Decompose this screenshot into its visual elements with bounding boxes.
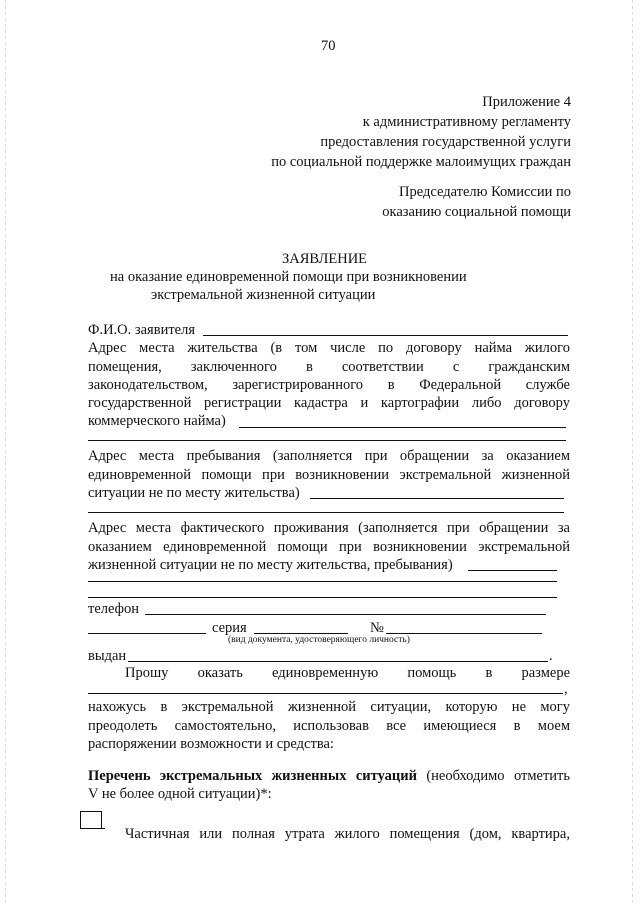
situations-heading xyxy=(88,768,570,785)
series-field[interactable] xyxy=(254,633,348,634)
actual-line-1: Адрес места фактического проживания (заполняется при обращении за xyxy=(88,520,570,536)
doc-type-field[interactable] xyxy=(88,633,206,634)
phone-field[interactable] xyxy=(145,614,546,615)
issued-end-dot: . xyxy=(549,648,553,664)
residence-line-1: Адрес места жительства (в том числе по договору найма жилого xyxy=(88,340,570,356)
issued-field[interactable] xyxy=(128,661,548,662)
addressee-line-2: оказанию социальной помощи xyxy=(382,204,571,220)
request-line-1: Прошу оказать единовременную помощь в размере xyxy=(125,665,570,681)
request-line-2: нахожусь в экстремальной жизненной ситуации, которую не могу xyxy=(88,699,570,715)
fio-field[interactable] xyxy=(203,335,568,336)
residence-field-1[interactable] xyxy=(239,427,566,428)
request-line-3: преодолеть самостоятельно, использовав все имеющиеся в моем xyxy=(88,718,570,734)
residence-field-2[interactable] xyxy=(88,440,566,441)
appendix-line-2: к административному регламенту xyxy=(362,114,571,130)
situations-heading-rest: (необходимо отметить xyxy=(426,768,570,784)
page-number: 70 xyxy=(321,38,336,54)
title-subline-2: экстремальной жизненной ситуации xyxy=(151,287,376,303)
situation-checkbox-1[interactable] xyxy=(80,811,102,829)
issued-label: выдан xyxy=(88,648,127,664)
series-label: серия xyxy=(212,620,247,636)
actual-line-3: жизненной ситуации не по месту жительства, пребывания) xyxy=(88,557,453,573)
title-subline-1: на оказание единовременной помощи при возникновении xyxy=(110,269,467,285)
right-scan-edge xyxy=(632,0,633,905)
phone-label: телефон xyxy=(88,601,140,617)
stay-field-1[interactable] xyxy=(310,498,564,499)
left-scan-edge xyxy=(5,0,6,905)
situations-heading-bold: Перечень экстремальных жизненных ситуаций xyxy=(88,768,417,784)
addressee-line-1: Председателю Комиссии по xyxy=(399,184,571,200)
residence-line-4: государственной регистрации кадастра и картографии либо договору xyxy=(88,395,570,411)
document-title: ЗАЯВЛЕНИЕ xyxy=(282,251,368,267)
stay-field-2[interactable] xyxy=(88,512,564,513)
number-label: № xyxy=(370,620,384,636)
actual-field-3[interactable] xyxy=(88,597,557,598)
stay-line-2: единовременной помощи при возникновении экстремальной жизненной xyxy=(88,467,570,483)
number-field[interactable] xyxy=(386,633,542,634)
stay-line-3: ситуации не по месту жительства) xyxy=(88,485,300,501)
amount-comma: , xyxy=(564,681,568,697)
situation-item-1: Частичная или полная утрата жилого помещения (дом, квартира, xyxy=(125,826,570,842)
stay-line-1: Адрес места пребывания (заполняется при обращении за оказанием xyxy=(88,448,570,464)
actual-field-2[interactable] xyxy=(88,581,557,582)
appendix-line-4: по социальной поддержке малоимущих граждан xyxy=(271,154,571,170)
appendix-line-1: Приложение 4 xyxy=(482,94,571,110)
actual-line-2: оказанием единовременной помощи при возникновении экстремальной xyxy=(88,539,570,555)
doc-caption: (вид документа, удостоверяющего личность) xyxy=(228,635,410,645)
residence-line-3: законодательством, зарегистрированного в Федеральной службе xyxy=(88,377,570,393)
appendix-line-3: предоставления государственной услуги xyxy=(320,134,571,150)
residence-line-5: коммерческого найма) xyxy=(88,413,226,429)
situations-heading-line-2: V не более одной ситуации)*: xyxy=(88,786,272,802)
residence-line-2: помещения, заключенного в соответствии с гражданским xyxy=(88,359,570,375)
actual-field-1[interactable] xyxy=(468,570,557,571)
fio-label: Ф.И.О. заявителя xyxy=(88,322,196,338)
request-line-4: распоряжении возможности и средства: xyxy=(88,736,334,752)
amount-field[interactable] xyxy=(88,693,563,694)
